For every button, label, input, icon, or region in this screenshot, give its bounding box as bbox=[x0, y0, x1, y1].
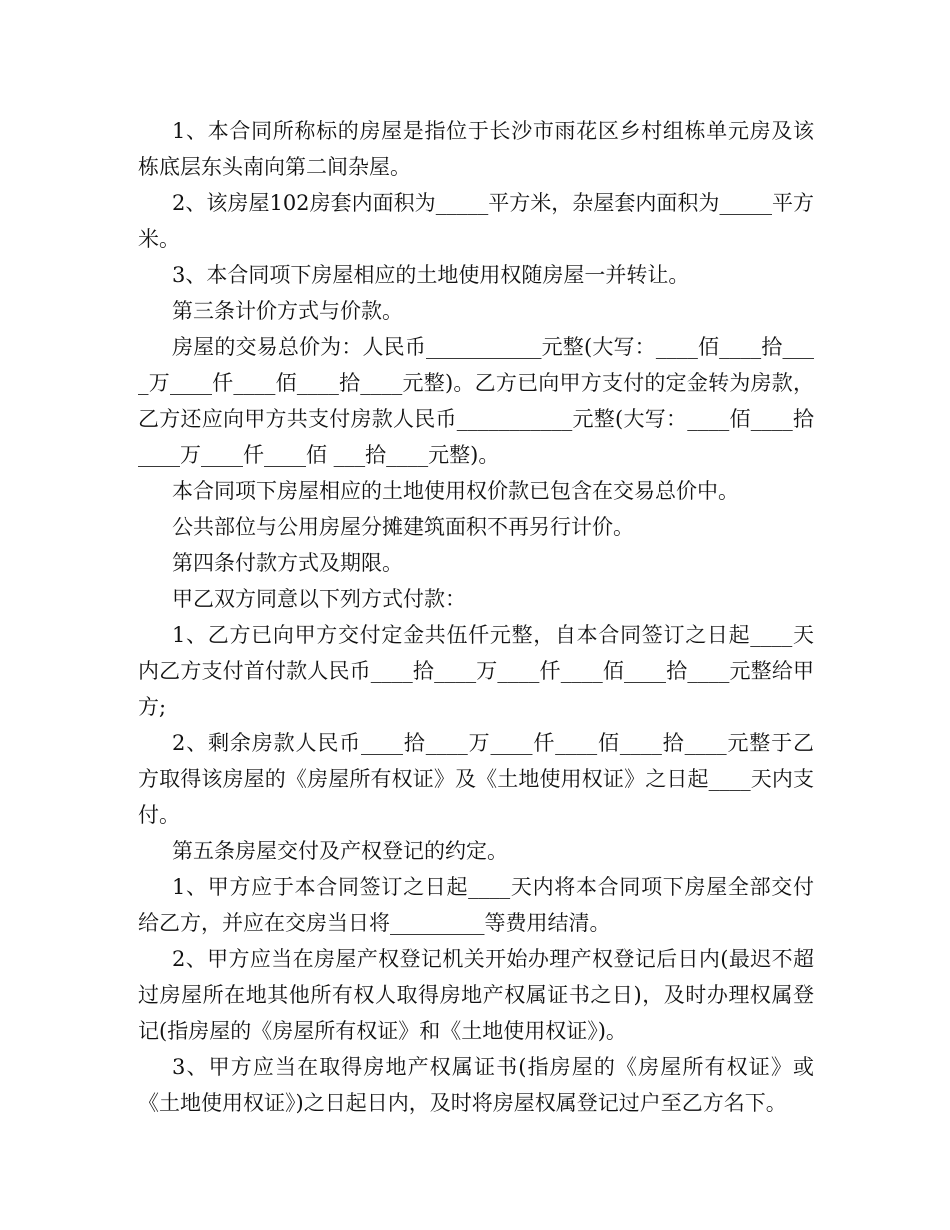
clause-paragraph: 1、本合同所称标的房屋是指位于长沙市雨花区乡村组栋单元房及该栋底层东头南向第二间杂屋。 bbox=[138, 119, 814, 179]
clause-paragraph: 公共部位与公用房屋分摊建筑面积不再另行计价。 bbox=[172, 515, 634, 539]
section-heading: 第四条付款方式及期限。 bbox=[172, 551, 403, 575]
clause-paragraph: 1、乙方已向甲方交付定金共伍仟元整，自本合同签订之日起____天内乙方支付首付款人民币____拾____万____仟____佰____拾____元整给甲方; bbox=[138, 623, 814, 719]
clause-paragraph: 2、剩余房款人民币____拾____万____仟____佰____拾____元整于乙方取得该房屋的《房屋所有权证》及《土地使用权证》之日起____天内支付。 bbox=[138, 731, 814, 827]
section-heading: 第五条房屋交付及产权登记的约定。 bbox=[172, 839, 508, 863]
clause-paragraph: 甲乙双方同意以下列方式付款： bbox=[172, 587, 466, 611]
clause-paragraph: 3、甲方应当在取得房地产权属证书(指房屋的《房屋所有权证》或《土地使用权证》)之日起日内，及时将房屋权属登记过户至乙方名下。 bbox=[138, 1055, 814, 1115]
clause-paragraph: 2、甲方应当在房屋产权登记机关开始办理产权登记后日内(最迟不超过房屋所在地其他所有权人取得房地产权属证书之日)，及时办理权属登记(指房屋的《房屋所有权证》和《土地使用权证》)。 bbox=[138, 947, 814, 1043]
clause-paragraph: 1、甲方应于本合同签订之日起____天内将本合同项下房屋全部交付给乙方，并应在交房当日将_________等费用结清。 bbox=[138, 875, 814, 935]
clause-paragraph: 3、本合同项下房屋相应的土地使用权随房屋一并转让。 bbox=[172, 263, 690, 287]
section-heading: 第三条计价方式与价款。 bbox=[172, 299, 403, 323]
clause-paragraph: 房屋的交易总价为：人民币___________元整(大写：____佰____拾____万____仟____佰____拾____元整)。乙方已向甲方支付的定金转为房款，乙方还应向甲方共支付房款人民币___________元整(大写：____佰____拾____万____仟____佰 ___拾____元整)。 bbox=[138, 335, 814, 467]
clause-paragraph: 2、该房屋102房套内面积为_____平方米，杂屋套内面积为_____平方米。 bbox=[138, 191, 814, 251]
clause-paragraph: 本合同项下房屋相应的土地使用权价款已包含在交易总价中。 bbox=[172, 479, 739, 503]
contract-page bbox=[138, 113, 814, 1121]
